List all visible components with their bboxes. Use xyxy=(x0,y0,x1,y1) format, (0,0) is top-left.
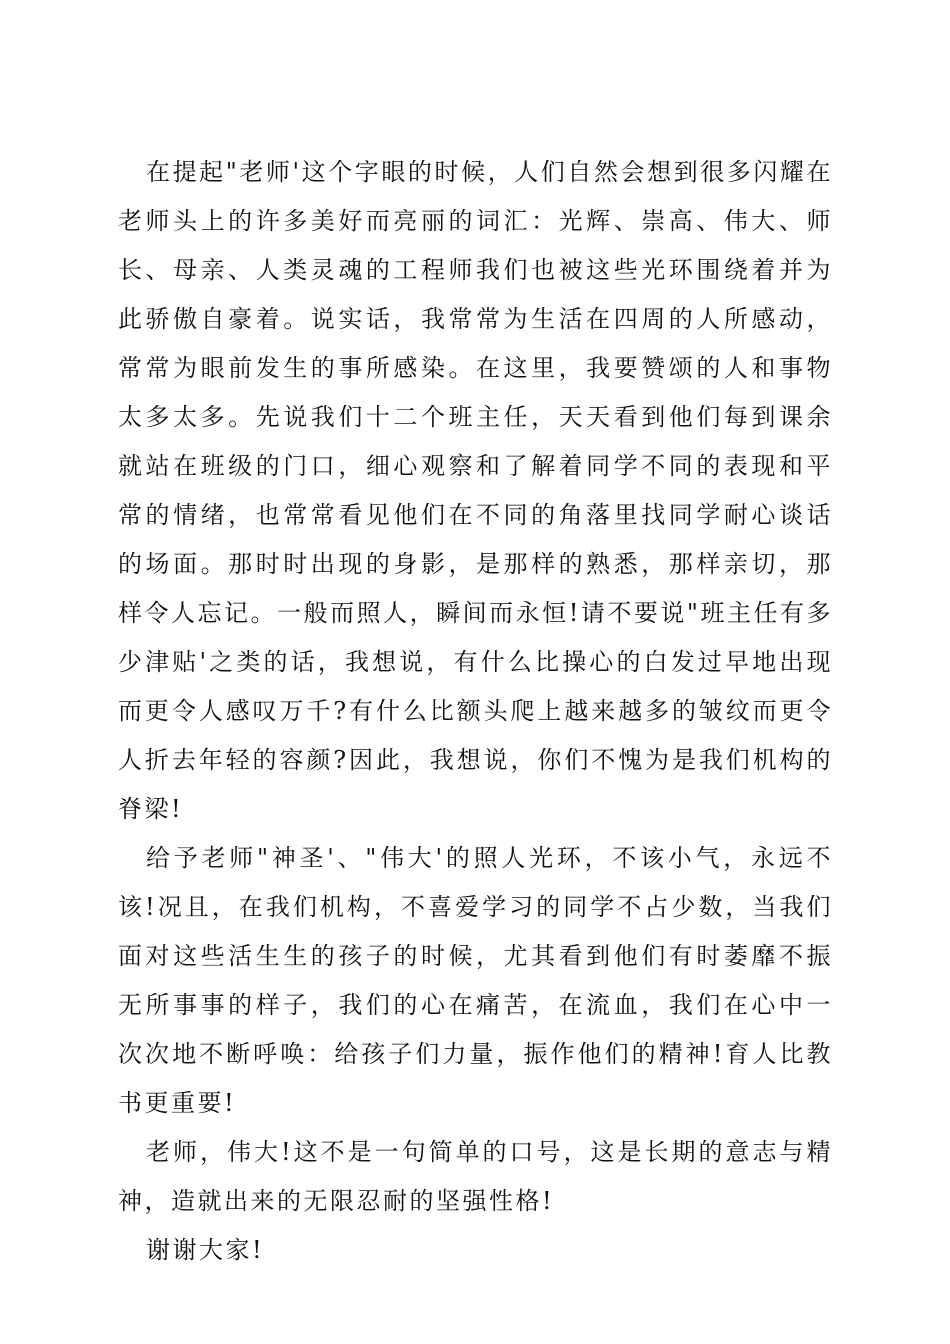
paragraph-1: 在提起"老师'这个字眼的时候，人们自然会想到很多闪耀在老师头上的许多美好而亮丽的词汇：光辉、崇高、伟大、师长、母亲、人类灵魂的工程师我们也被这些光环围绕着并为此骄傲自豪着。说实话，我常常为生活在四周的人所感动，常常为眼前发生的事所感染。在这里，我要赞颂的人和事物太多太多。先说我们十二个班主任，天天看到他们每到课余就站在班级的门口，细心观察和了解着同学不同的表现和平常的情绪，也常常看见他们在不同的角落里找同学耐心谈话的场面。那时时出现的身影，是那样的熟悉，那样亲切，那样令人忘记。一般而照人，瞬间而永恒!请不要说"班主任有多少津贴'之类的话，我想说，有什么比操心的白发过早地出现而更令人感叹万千?有什么比额头爬上越来越多的皱纹而更令人折去年轻的容颜?因此，我想说，你们不愧为是我们机构的脊梁! xyxy=(118,158,833,823)
paragraph-3: 老师，伟大!这不是一句简单的口号，这是长期的意志与精神，造就出来的无限忍耐的坚强性格! xyxy=(118,1138,833,1215)
paragraph-4: 谢谢大家! xyxy=(146,1236,265,1264)
document-body xyxy=(118,148,833,1275)
paragraph-2: 给予老师"神圣'、"伟大'的照人光环，不该小气，永远不该!况且，在我们机构，不喜爱学习的同学不占少数，当我们面对这些活生生的孩子的时候，尤其看到他们有时萎靡不振无所事事的样子，我们的心在痛苦，在流血，我们在心中一次次地不断呼唤：给孩子们力量，振作他们的精神!育人比教书更重要! xyxy=(118,844,833,1117)
